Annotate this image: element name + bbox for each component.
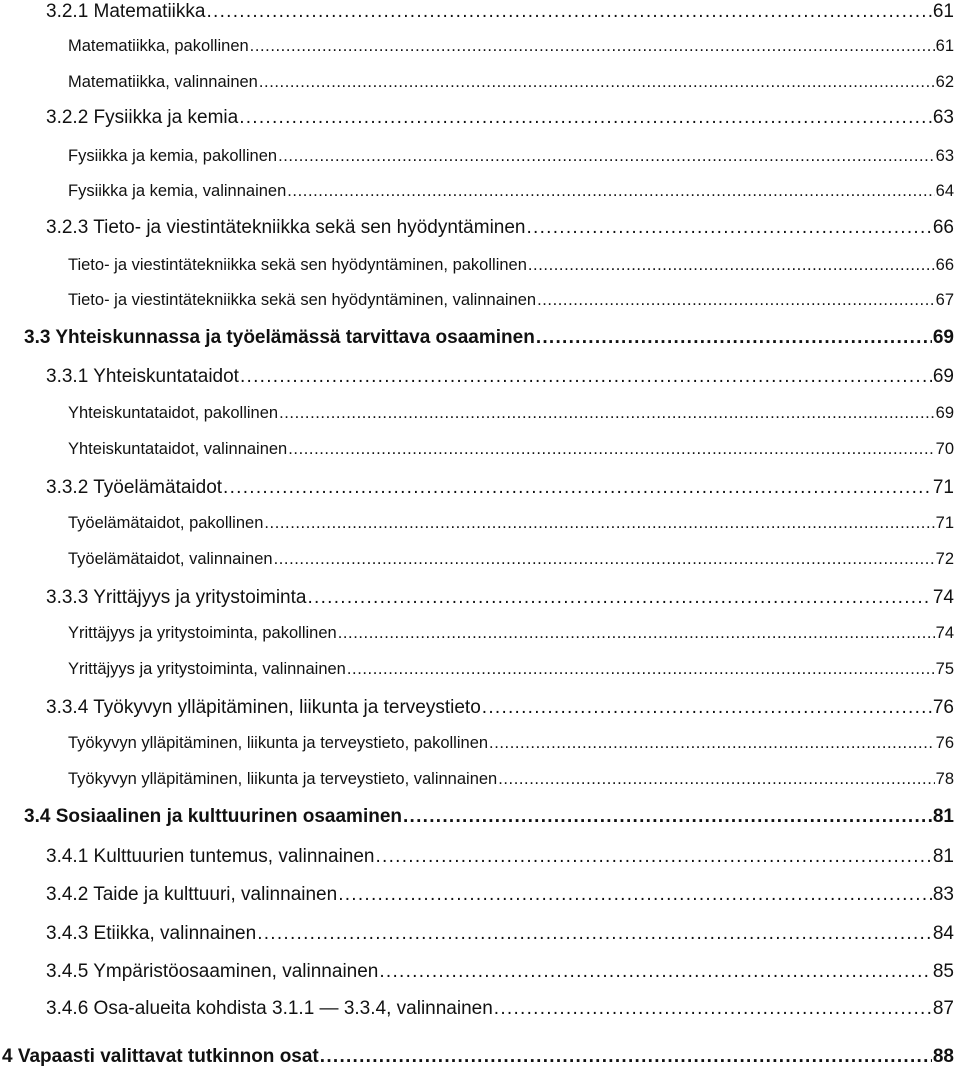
dot-leader — [223, 477, 932, 499]
toc-entry-title: 4 Vapaasti valittavat tutkinnon osat — [2, 1046, 319, 1067]
toc-entry[interactable] — [68, 734, 954, 753]
dot-leader — [274, 550, 935, 569]
toc-entry-page: 61 — [932, 1, 954, 22]
dot-leader — [338, 624, 935, 643]
dot-leader — [287, 182, 934, 201]
toc-entry[interactable] — [46, 884, 954, 906]
toc-entry-page: 71 — [935, 514, 954, 532]
toc-entry-title: Työelämätaidot, valinnainen — [68, 550, 273, 568]
toc-entry[interactable] — [68, 514, 954, 533]
dot-leader — [257, 923, 932, 945]
toc-entry[interactable] — [68, 440, 954, 459]
toc-entry[interactable] — [46, 217, 954, 239]
dot-leader — [250, 37, 935, 56]
toc-entry-title: Työelämätaidot, pakollinen — [68, 514, 264, 532]
toc-entry[interactable] — [46, 477, 954, 499]
dot-leader — [206, 1, 931, 23]
toc-entry-page: 71 — [932, 477, 954, 498]
toc-entry[interactable] — [68, 770, 954, 789]
toc-entry[interactable] — [68, 73, 954, 92]
toc-entry[interactable] — [46, 846, 954, 868]
toc-entry[interactable] — [68, 147, 954, 166]
dot-leader — [279, 404, 935, 423]
dot-leader — [498, 770, 934, 789]
toc-entry-page: 88 — [932, 1046, 954, 1067]
toc-entry-page: 74 — [935, 624, 954, 642]
toc-entry[interactable] — [46, 998, 954, 1020]
toc-entry[interactable] — [68, 256, 954, 275]
dot-leader — [338, 884, 932, 906]
toc-entry-page: 81 — [932, 846, 954, 867]
toc-entry-page: 64 — [935, 182, 954, 200]
toc-entry[interactable] — [68, 624, 954, 643]
dot-leader — [537, 291, 935, 310]
toc-entry-title: 3.3.2 Työelämätaidot — [46, 477, 223, 498]
toc-entry-title: 3.3.4 Työkyvyn ylläpitäminen, liikunta ja terveystieto — [46, 697, 481, 718]
toc-entry-page: 70 — [935, 440, 954, 458]
toc-entry-page: 69 — [932, 327, 954, 348]
dot-leader — [347, 660, 935, 679]
toc-entry-page: 67 — [935, 291, 954, 309]
toc-entry-title: Fysiikka ja kemia, pakollinen — [68, 147, 278, 165]
toc-entry[interactable] — [46, 587, 954, 609]
toc-entry-title: Yrittäjyys ja yritystoiminta, pakollinen — [68, 624, 337, 642]
toc-entry-title: 3.3 Yhteiskunnassa ja työelämässä tarvittava osaaminen — [24, 327, 535, 348]
dot-leader — [259, 73, 935, 92]
toc-entry[interactable] — [68, 182, 954, 201]
toc-entry-title: Matematiikka, pakollinen — [68, 37, 249, 55]
dot-leader — [482, 697, 932, 719]
dot-leader — [379, 961, 931, 983]
toc-entry-page: 62 — [935, 73, 954, 91]
toc-entry-page: 75 — [935, 660, 954, 678]
toc-entry-page: 84 — [932, 923, 954, 944]
toc-entry[interactable] — [68, 291, 954, 310]
dot-leader — [239, 107, 932, 129]
toc-entry-page: 83 — [932, 884, 954, 905]
toc-entry-title: 3.2.3 Tieto- ja viestintätekniikka sekä sen hyödyntäminen — [46, 217, 526, 238]
toc-entry-title: Fysiikka ja kemia, valinnainen — [68, 182, 287, 200]
toc-entry-title: Yhteiskuntataidot, valinnainen — [68, 440, 288, 458]
toc-entry[interactable] — [46, 697, 954, 719]
dot-leader — [494, 998, 932, 1020]
toc-entry[interactable] — [46, 107, 954, 129]
toc-entry-title: 3.2.1 Matematiikka — [46, 1, 206, 22]
toc-entry-page: 63 — [932, 107, 954, 128]
dot-leader — [403, 806, 932, 828]
toc-entry-title: 3.2.2 Fysiikka ja kemia — [46, 107, 239, 128]
dot-leader — [528, 256, 935, 275]
dot-leader — [288, 440, 934, 459]
dot-leader — [489, 734, 935, 753]
dot-leader — [536, 327, 932, 349]
toc-entry[interactable] — [46, 923, 954, 945]
toc-entry-page: 63 — [935, 147, 954, 165]
toc-entry-page: 85 — [932, 961, 954, 982]
toc-entry-page: 76 — [932, 697, 954, 718]
toc-entry[interactable] — [46, 961, 954, 983]
toc-entry[interactable] — [24, 327, 954, 349]
toc-entry-page: 76 — [935, 734, 954, 752]
dot-leader — [376, 846, 932, 868]
toc-entry-title: Matematiikka, valinnainen — [68, 73, 258, 91]
toc-entry[interactable] — [2, 1046, 954, 1068]
dot-leader — [320, 1046, 932, 1068]
toc-entry-title: Tieto- ja viestintätekniikka sekä sen hyödyntäminen, pakollinen — [68, 256, 527, 274]
toc-entry-title: Työkyvyn ylläpitäminen, liikunta ja terveystieto, pakollinen — [68, 734, 489, 752]
toc-entry[interactable] — [68, 550, 954, 569]
dot-leader — [278, 147, 935, 166]
dot-leader — [240, 366, 932, 388]
toc-entry-title: 3.4 Sosiaalinen ja kulttuurinen osaaminen — [24, 806, 402, 827]
dot-leader — [527, 217, 932, 239]
toc-entry-page: 87 — [932, 998, 954, 1019]
toc-entry-title: Yrittäjyys ja yritystoiminta, valinnainen — [68, 660, 346, 678]
toc-entry-title: 3.4.2 Taide ja kulttuuri, valinnainen — [46, 884, 338, 905]
toc-entry-title: Yhteiskuntataidot, pakollinen — [68, 404, 279, 422]
toc-entry-title: 3.4.3 Etiikka, valinnainen — [46, 923, 257, 944]
toc-entry-title: 3.4.1 Kulttuurien tuntemus, valinnainen — [46, 846, 375, 867]
toc-entry-title: 3.4.6 Osa-alueita kohdista 3.1.1 — 3.3.4, valinnainen — [46, 998, 493, 1019]
toc-entry-page: 78 — [935, 770, 954, 788]
toc-entry-page: 69 — [935, 404, 954, 422]
toc-entry-page: 74 — [932, 587, 954, 608]
toc-entry[interactable] — [46, 1, 954, 23]
toc-entry[interactable] — [68, 37, 954, 56]
toc-entry-page: 66 — [932, 217, 954, 238]
toc-entry-page: 81 — [932, 806, 954, 827]
toc-entry[interactable] — [24, 806, 954, 828]
toc-entry-title: 3.3.3 Yrittäjyys ja yritystoiminta — [46, 587, 307, 608]
toc-entry-title: 3.4.5 Ympäristöosaaminen, valinnainen — [46, 961, 379, 982]
dot-leader — [307, 587, 931, 609]
toc-entry-page: 72 — [935, 550, 954, 568]
toc-entry-page: 69 — [932, 366, 954, 387]
toc-entry[interactable] — [46, 366, 954, 388]
toc-entry-title: 3.3.1 Yhteiskuntataidot — [46, 366, 239, 387]
toc-entry-title: Työkyvyn ylläpitäminen, liikunta ja terveystieto, valinnainen — [68, 770, 498, 788]
toc-entry-title: Tieto- ja viestintätekniikka sekä sen hyödyntäminen, valinnainen — [68, 291, 537, 309]
toc-entry[interactable] — [68, 660, 954, 679]
toc-entry[interactable] — [68, 404, 954, 423]
dot-leader — [264, 514, 934, 533]
toc-entry-page: 61 — [935, 37, 954, 55]
toc-entry-page: 66 — [935, 256, 954, 274]
